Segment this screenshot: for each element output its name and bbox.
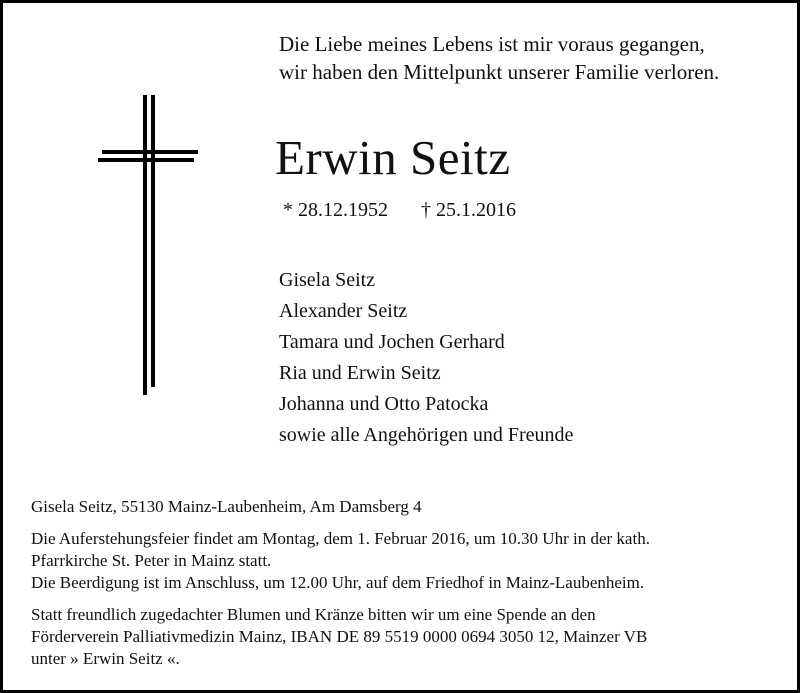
contact-address: Gisela Seitz, 55130 Mainz-Laubenheim, Am Damsberg 4	[31, 497, 422, 516]
mourner-item: Alexander Seitz	[279, 300, 408, 322]
quote-line-2: wir haben den Mittelpunkt unserer Familie verloren.	[279, 60, 720, 84]
ceremony-line-3: Die Beerdigung ist im Anschluss, um 12.00 Uhr, auf dem Friedhof in Mainz-Laubenheim.	[31, 573, 645, 592]
cross-icon	[96, 95, 200, 395]
cross-horizontal-bar-bottom	[98, 158, 194, 162]
mourner-item: Johanna und Otto Patocka	[279, 393, 489, 415]
ceremony-line-1: Die Auferstehungsfeier findet am Montag, dem 1. Februar 2016, um 10.30 Uhr in der kath.	[31, 529, 650, 548]
donation-info	[31, 604, 771, 670]
mourner-item: sowie alle Angehörigen und Freunde	[279, 424, 574, 446]
death-date: † 25.1.2016	[421, 199, 516, 221]
mourner-item: Tamara und Jochen Gerhard	[279, 331, 505, 353]
memorial-quote	[279, 30, 719, 86]
cross-vertical-bar-right	[151, 95, 155, 387]
cross-vertical-bar-left	[143, 95, 147, 395]
quote-line-1: Die Liebe meines Lebens ist mir voraus gegangen,	[279, 32, 705, 56]
ceremony-info	[31, 528, 771, 594]
donation-line-3: unter » Erwin Seitz «.	[31, 649, 180, 668]
birth-date: * 28.12.1952	[283, 199, 388, 221]
donation-line-1: Statt freundlich zugedachter Blumen und Kränze bitten wir um eine Spende an den	[31, 605, 596, 624]
ceremony-line-2: Pfarrkirche St. Peter in Mainz statt.	[31, 551, 272, 570]
mourners-list	[279, 265, 573, 451]
deceased-name: Erwin Seitz	[275, 130, 511, 185]
donation-line-2: Förderverein Palliativmedizin Mainz, IBAN DE 89 5519 0000 0694 3050 12, Mainzer VB	[31, 627, 648, 646]
cross-horizontal-bar-top	[102, 150, 198, 154]
life-dates	[283, 197, 516, 223]
mourner-item: Gisela Seitz	[279, 269, 376, 291]
mourner-item: Ria und Erwin Seitz	[279, 362, 441, 384]
